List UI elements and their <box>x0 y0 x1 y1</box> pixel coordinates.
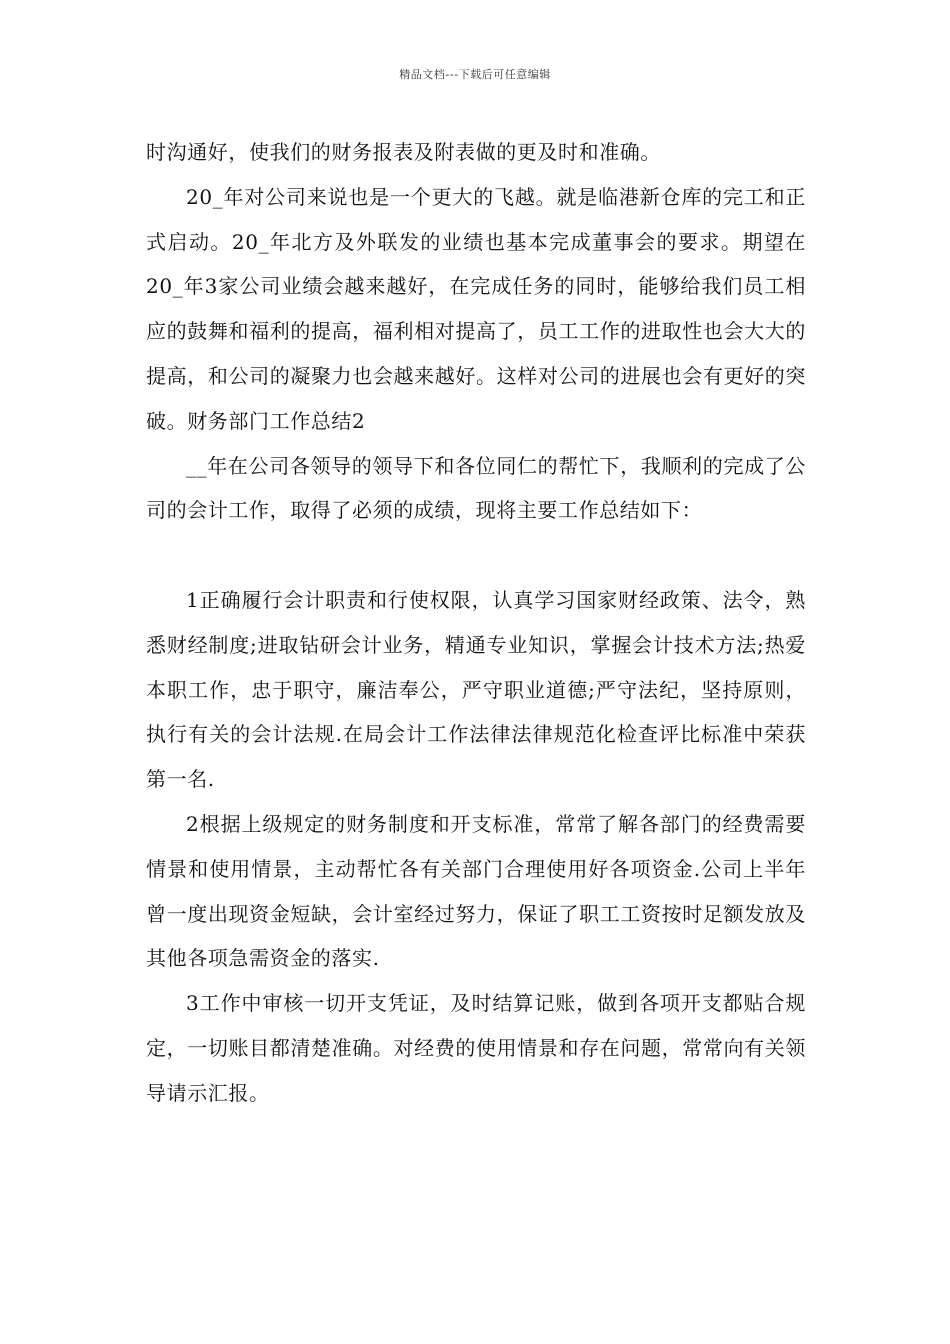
document-body <box>146 130 806 1116</box>
page-header: 精品文档---下载后可任意编辑 <box>399 68 551 81</box>
paragraph-item-2: 2根据上级规定的财务制度和开支标准，常常了解各部门的经费需要情景和使用情景，主动帮忙各有关部门合理使用好各项资金.公司上半年曾一度出现资金短缺，会计室经过努力，保证了职工工资按时足额发放及其他各项急需资金的落实. <box>146 811 806 971</box>
paragraph-continuation: 时沟通好，使我们的财务报表及附表做的更及时和准确。 <box>146 140 661 164</box>
paragraph-company-outlook: 20_年对公司来说也是一个更大的飞越。就是临港新仓库的完工和正式启动。20_年北方及外联发的业绩也基本完成董事会的要求。期望在20_年3家公司业绩会越来越好，在完成任务的同时，能够给我们员工相应的鼓舞和福利的提高，福利相对提高了，员工工作的进取性也会大大的提高，和公司的凝聚力也会越来越好。这样对公司的进展也会有更好的突破。财务部门工作总结2 <box>146 184 806 433</box>
paragraph-item-3: 3工作中审核一切开支凭证，及时结算记账，做到各项开支都贴合规定，一切账目都清楚准确。对经费的使用情景和存在问题，常常向有关领导请示汇报。 <box>146 991 806 1105</box>
blank-line <box>146 533 806 578</box>
paragraph-summary-intro: __年在公司各领导的领导下和各位同仁的帮忙下，我顺利的完成了公司的会计工作，取得了必须的成绩，现将主要工作总结如下： <box>146 453 806 523</box>
paragraph-item-1: 1正确履行会计职责和行使权限，认真学习国家财经政策、法令，熟悉财经制度;进取钻研会计业务，精通专业知识，掌握会计技术方法;热爱本职工作，忠于职守，廉洁奉公，严守职业道德;严守法纪，坚持原则，执行有关的会计法规.在局会计工作法律法律规范化检查评比标准中荣获第一名. <box>146 587 806 792</box>
